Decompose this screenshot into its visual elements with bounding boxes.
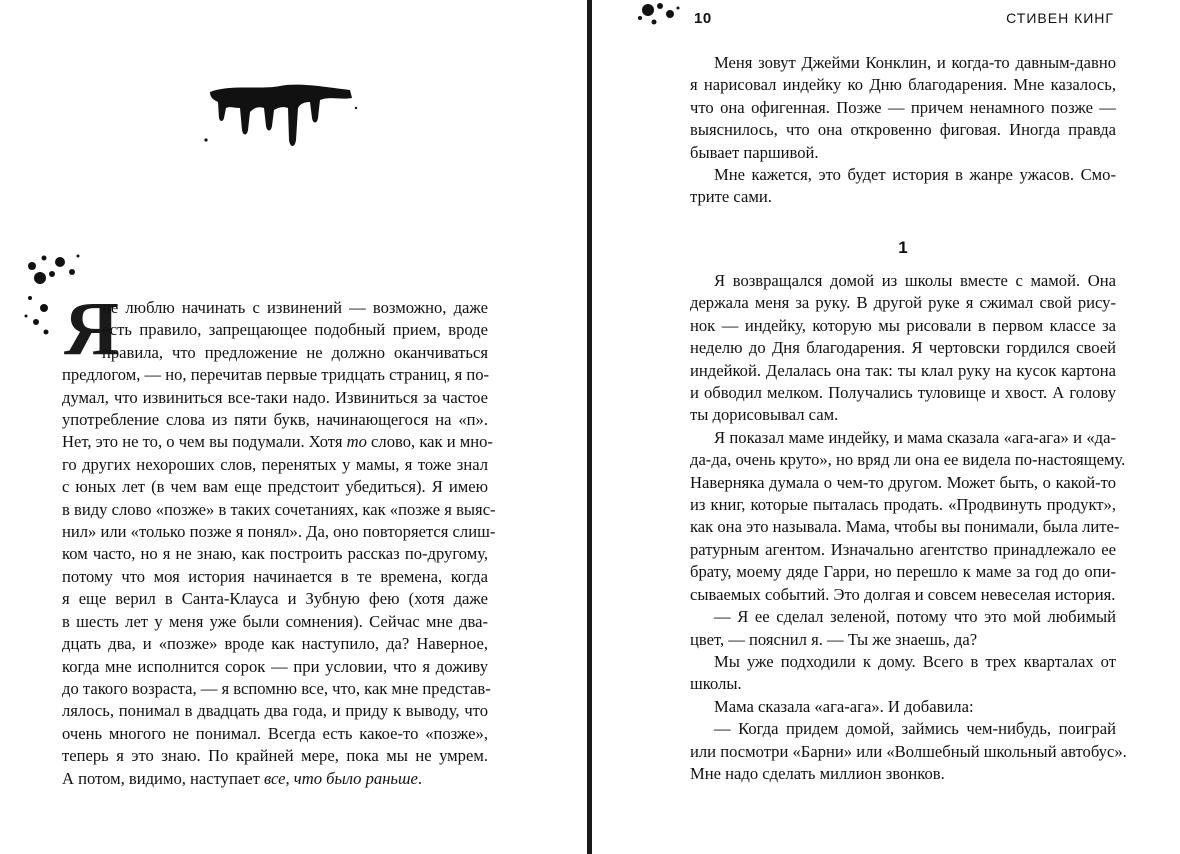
text-line: — Я ее сделал зеленой, потому что это мой любимый: [714, 607, 1116, 627]
text-line: я еще верил в Санта-Клауса и Зубную фею (хотя даже: [62, 589, 488, 609]
text-line: ком часто, но я не знаю, как построить рассказ по-другому,: [62, 544, 488, 564]
text-line: Мне надо сделать миллион звонков.: [690, 763, 945, 783]
text-line: Нет, это не то, о чем вы подумали. Хотя то слово, как и мно-: [62, 432, 493, 452]
text-line: Наверняка думала о чем-то другом. Может быть, о какой-то: [690, 472, 1116, 492]
text-line: или посмотри «Барни» или «Волшебный школьный автобус».: [690, 741, 1127, 761]
text-line: что она офигенная. Позже — причем ненамного позже —: [690, 97, 1116, 117]
text-line: есть правило, запрещающее подобный прием, вроде: [102, 320, 488, 340]
text-line: держала меня за руку. В другой руке я сжимал свой рису-: [690, 293, 1116, 313]
text-line: когда мне исполнится сорок — при условии, что я доживу: [62, 656, 488, 676]
text-line: потому что моя история начинается в те времена, когда: [62, 566, 488, 586]
text-line: индейкой. Делалась она так: ты клал руку на кусок картона: [690, 360, 1116, 380]
text-line: не люблю начинать с извинений — возможно, даже: [102, 298, 488, 317]
text-line: Мы уже подходили к дому. Всего в трех кварталах от: [714, 651, 1116, 671]
text-line: ратурным агентом. Изначально агентство принадлежало ее: [690, 539, 1116, 559]
text-line: нок — индейку, которую мы рисовали в первом классе за: [690, 315, 1116, 335]
text-line: думал, что извиниться все-таки надо. Извиниться за частое: [62, 387, 488, 407]
section-number: 1: [898, 238, 908, 257]
drop-cap: Я: [64, 287, 119, 371]
text-line: да-да, очень круто», но вряд ли она ее видела по-настоящему.: [690, 450, 1126, 470]
chapter-text: [690, 270, 1127, 785]
left-page: [0, 0, 588, 854]
text-line: цвет, — пояснил я. — Ты же знаешь, да?: [690, 629, 978, 649]
text-line: Меня зовут Джейми Конклин, и когда-то давным-давно: [714, 53, 1116, 72]
text-line: употребление слова из пяти букв, начинающегося на «п».: [62, 410, 488, 430]
text-line: — Когда придем домой, займись чем-нибудь, поиграй: [714, 719, 1116, 739]
text-line: А потом, видимо, наступает все, что было раньше.: [62, 768, 423, 788]
ink-drip-ornament: [200, 78, 360, 158]
text-line: Мама сказала «ага-ага». И добавила:: [714, 696, 974, 716]
text-line: очень многого не понимал. Всегда есть какое-то «позже»,: [62, 723, 488, 743]
text-line: нил» или «только позже я понял». Да, оно повторяется слиш-: [62, 522, 496, 542]
intro-text: [690, 52, 1116, 209]
text-line: из книг, которые пыталась продать. «Продвинуть продукт»,: [690, 495, 1116, 515]
text-line: правила, что предложение не должно оканчиваться: [102, 342, 488, 362]
ink-splatter-decoration: [634, 0, 690, 28]
text-line: го других нехороших слов, перенятых у мамы, я тоже знал: [62, 454, 488, 474]
text-line: в виду слово «позже» в таких сочетаниях, как «позже я выяс-: [62, 499, 496, 519]
text-line: школы.: [690, 674, 742, 694]
text-line: ты дорисовывал сам.: [690, 405, 839, 425]
text-line: брату, моему дяде Гарри, но перешло к маме за год до опи-: [690, 562, 1116, 582]
text-line: я нарисовал индейку ко Дню благодарения. Мне казалось,: [690, 75, 1116, 95]
text-line: Я показал маме индейку, и мама сказала «ага-ага» и «да-: [714, 427, 1116, 447]
text-line: как она это называла. Мама, чтобы вы понимали, была лите-: [690, 517, 1120, 537]
text-line: неделю до Дня благодарения. Я чертовски гордился своей: [690, 338, 1116, 358]
text-line: Мне кажется, это будет история в жанре ужасов. Смо-: [714, 165, 1116, 185]
text-line: бывает паршивой.: [690, 142, 819, 162]
text-line: с юных лет (в чем вам еще предстоит убедиться). Я имею: [62, 477, 488, 497]
text-line: Я возвращался домой из школы вместе с мамой. Она: [714, 271, 1116, 290]
right-page: [594, 0, 1180, 854]
text-line: дцать два, и «позже» вроде как наступило, да? Наверное,: [62, 634, 488, 654]
text-line: в шесть лет у меня уже были сомнения). Сейчас мне два-: [62, 611, 488, 631]
text-line: трите сами.: [690, 187, 772, 207]
text-line: до такого возраста, — я вспомню все, что, как мне представ-: [62, 678, 491, 698]
running-head-author: СТИВЕН КИНГ: [1006, 10, 1114, 26]
left-page-text: [62, 287, 496, 790]
text-line: теперь я это знаю. По крайней мере, пока мы не умрем.: [62, 746, 488, 766]
text-line: сываемых событий. Это долгая и совсем невеселая история.: [690, 584, 1116, 604]
text-line: и обводил мелком. Получались туловище и хвост. А голову: [690, 383, 1116, 403]
text-line: предлогом, — но, перечитав первые тридцать страниц, я по-: [62, 365, 490, 385]
page-number: 10: [694, 10, 712, 27]
text-line: лялось, понимал в двадцать два года, и приду к выводу, что: [62, 701, 488, 721]
book-gutter: [587, 0, 592, 854]
text-line: выяснилось, что она откровенно фиговая. Иногда правда: [690, 120, 1116, 140]
